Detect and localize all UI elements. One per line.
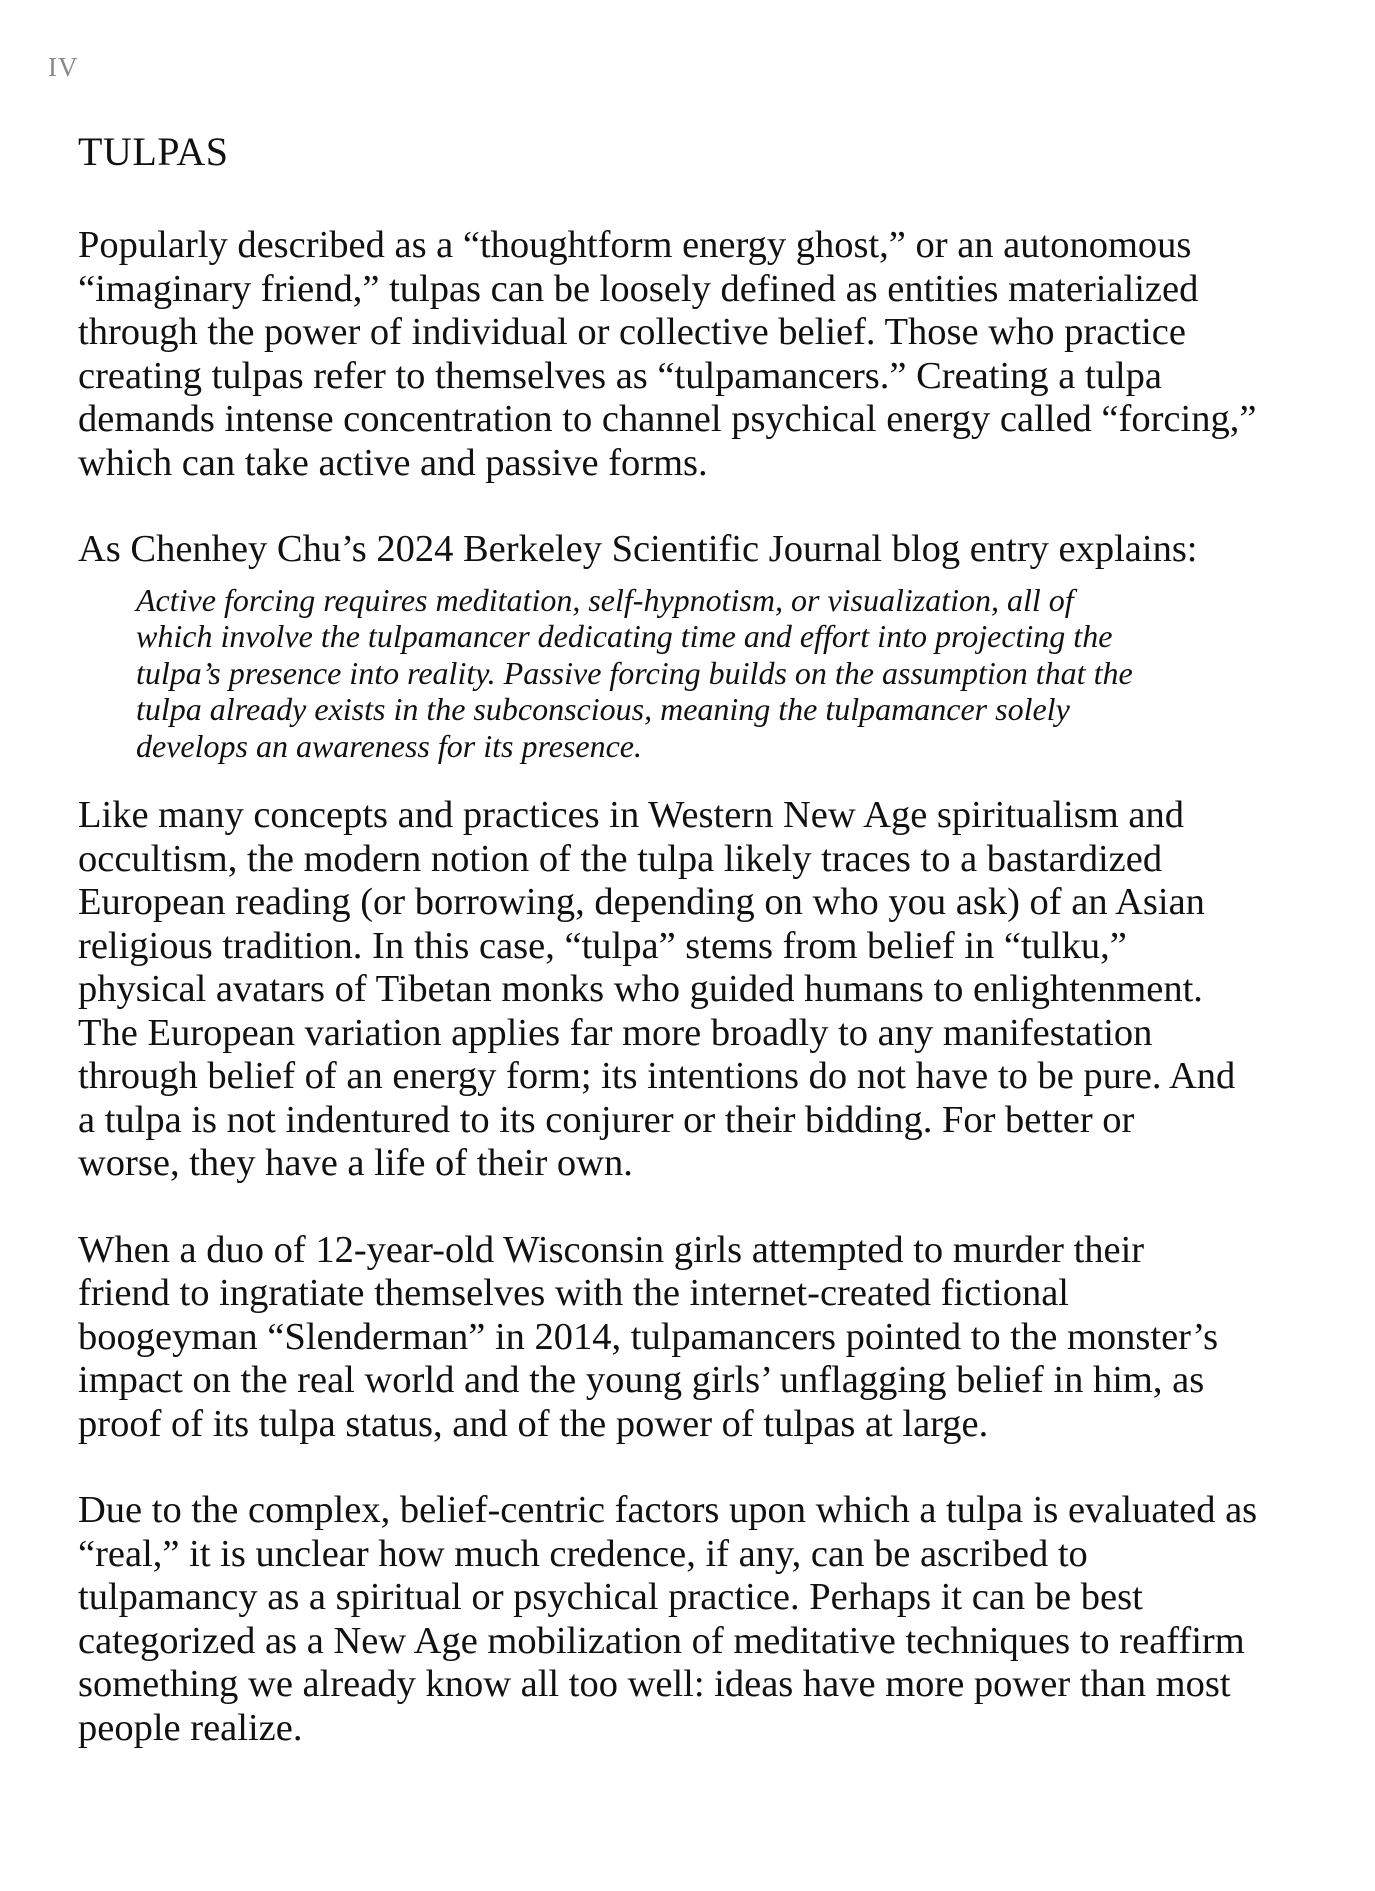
text-line: impact on the real world and the young girls’ unflagging belief in him, as: [78, 1359, 1205, 1401]
text-line: physical avatars of Tibetan monks who guided humans to enlightenment.: [78, 968, 1203, 1010]
text-line: Due to the complex, belief-centric factors upon which a tulpa is evaluated as: [78, 1489, 1258, 1531]
text-line: tulpamancy as a spiritual or psychical practice. Perhaps it can be best: [78, 1576, 1143, 1618]
text-line: European reading (or borrowing, depending on who you ask) of an Asian: [78, 881, 1205, 923]
text-line: The European variation applies far more broadly to any manifestation: [78, 1011, 1153, 1054]
intro-paragraph: [78, 224, 1318, 485]
text-line: through belief of an energy form; its intentions do not have to be pure. And: [78, 1055, 1236, 1097]
text-line: boogeyman “Slenderman” in 2014, tulpamancers pointed to the monster’s: [78, 1315, 1219, 1358]
text-line: a tulpa is not indentured to its conjurer or their bidding. For better or: [78, 1098, 1135, 1141]
text-line: religious tradition. In this case, “tulpa” stems from belief in “tulku,”: [78, 924, 1127, 967]
text-line: people realize.: [78, 1706, 303, 1749]
text-line: proof of its tulpa status, and of the power of tulpas at large.: [78, 1402, 989, 1445]
text-line: demands intense concentration to channel psychical energy called “forcing,”: [78, 398, 1257, 440]
quote-line: Active forcing requires meditation, self-hypnotism, or visualization, all of: [136, 581, 1074, 618]
text-line: Popularly described as a “thoughtform energy ghost,” or an autonomous: [78, 224, 1192, 266]
history-paragraph: [78, 794, 1318, 1186]
text-line: “real,” it is unclear how much credence, if any, can be ascribed to: [78, 1532, 1088, 1575]
conclusion-paragraph: [78, 1489, 1318, 1750]
text-line: occultism, the modern notion of the tulpa likely traces to a bastardized: [78, 837, 1163, 880]
text-line: categorized as a New Age mobilization of meditative techniques to reaffirm: [78, 1619, 1245, 1662]
text-line: friend to ingratiate themselves with the internet-created fictional: [78, 1272, 1069, 1314]
block-quote: [136, 582, 1236, 765]
quote-line: tulpa’s presence into reality. Passive forcing builds on the assumption that the: [136, 654, 1133, 691]
text-line: “imaginary friend,” tulpas can be loosely defined as entities materialized: [78, 267, 1199, 310]
quote-line: develops an awareness for its presence.: [136, 727, 642, 764]
article: [78, 128, 1318, 1793]
text-line: which can take active and passive forms.: [78, 441, 708, 484]
text-line: When a duo of 12-year-old Wisconsin girls attempted to murder their: [78, 1228, 1145, 1271]
text-line: something we already know all too well: ideas have more power than most: [78, 1663, 1231, 1705]
text-line: worse, they have a life of their own.: [78, 1142, 633, 1184]
quote-line: tulpa already exists in the subconscious, meaning the tulpamancer solely: [136, 691, 1070, 727]
quote-lead-paragraph: [78, 528, 1318, 572]
text-line: creating tulpas refer to themselves as “tulpamancers.” Creating a tulpa: [78, 354, 1162, 397]
page-number: IV: [48, 52, 79, 82]
article-title: TULPAS: [78, 129, 229, 174]
text-line: As Chenhey Chu’s 2024 Berkeley Scientific Journal blog entry explains:: [78, 528, 1198, 570]
slenderman-paragraph: [78, 1229, 1318, 1447]
quote-line: which involve the tulpamancer dedicating time and effort into projecting the: [136, 618, 1113, 654]
text-line: Like many concepts and practices in Western New Age spiritualism and: [78, 794, 1184, 836]
text-line: through the power of individual or collective belief. Those who practice: [78, 311, 1186, 353]
